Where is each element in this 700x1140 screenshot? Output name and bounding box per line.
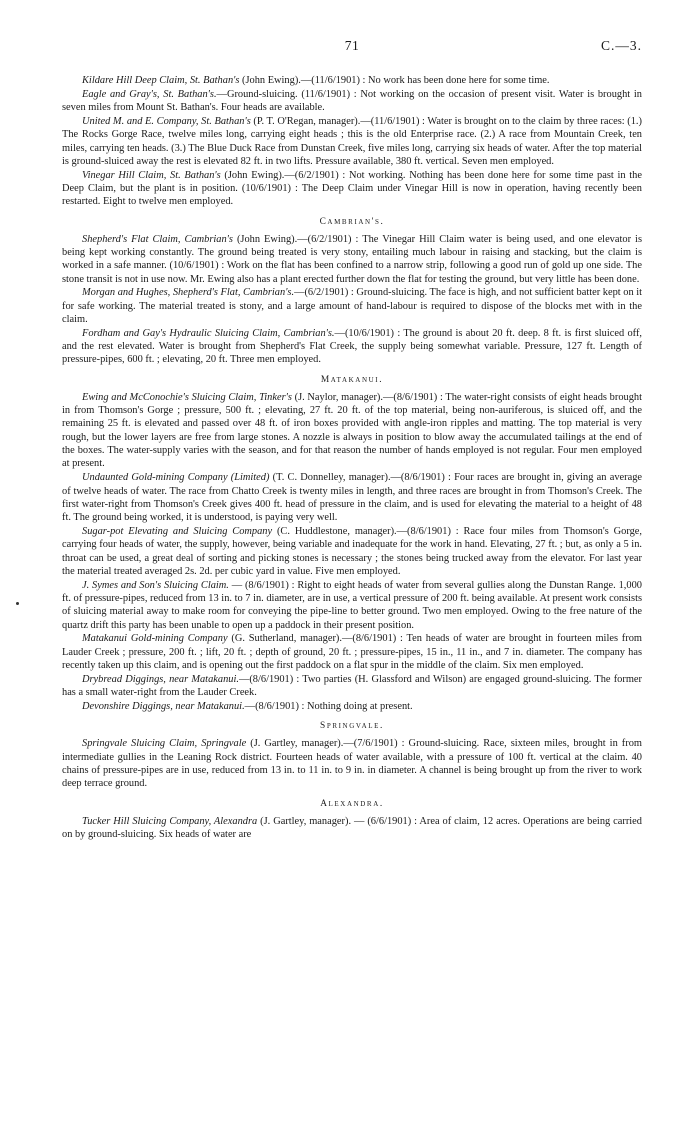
entry-title: Vinegar Hill Claim, St. Bathan's bbox=[82, 169, 221, 181]
report-entry bbox=[62, 327, 642, 367]
entry-title: Drybread Diggings, near Matakanui. bbox=[82, 673, 239, 685]
report-entry bbox=[62, 74, 642, 87]
entry-title: Kildare Hill Deep Claim, St. Bathan's bbox=[82, 75, 240, 86]
entry-title: Devonshire Diggings, near Matakanui. bbox=[82, 701, 245, 712]
entry-title: J. Symes and Son's Sluicing Claim. bbox=[82, 579, 229, 591]
entry-text: —(6/2/1901) : Ground-sluicing. The face is high, and not sufficient batter kept on it for safe working. The material treated is stony, and a large amount of hand-labour is required to dispose of the blocks met with in the claim. bbox=[62, 287, 643, 326]
report-entry bbox=[62, 471, 642, 524]
entry-text: (J. Naylor, manager).—(8/6/1901) : The water-right consists of eight heads brought in from Thomson's Gorge ; pressure, 500 ft. ; elevating, 27 ft. 20 ft. of the top material, being non-auriferous, is sluiced off, and the remaining 25 ft. is elevated and passed over 48 ft. of iron boxes provided with angle-iron ripples and matting. The top material is very rough, but the lower layers are free from large stones. A nozzle is always in position to blow away the accumulated tailings at the end of the boxes. The water-supply varies with the season, and for that reason the number of hands employed is not regular. Four men employed at present. bbox=[62, 391, 642, 470]
entry-text: (T. C. Donnelley, manager).—(8/6/1901) : Four races are brought in, giving an average of twelve heads of water. The race from Chatto Creek is twenty miles in length, and three races are brought in from Thomson's Creek. The first water-right from Thomson's Creek gives 400 ft. head of pressure in the claim, and is used for elevating the material to a height of 48 ft. The ground being worked, it is understood, is paying very well. bbox=[62, 472, 642, 524]
entry-text: (John Ewing).—(6/2/1901) : The Vinegar Hill Claim water is being used, and one elevator is being kept working constantly. The ground being treated is very stony, entailing much labour in raising and stacking, but the claim is worked in a safe manner. (10/6/1901) : Work on the flat has been confined to a narrow strip, following a good run of gold up one side. The stone transit is not in use now. Mr. Ewing also has a plant erected further down the flat for testing the ground, but very little has been done. bbox=[62, 233, 642, 285]
entry-title: Fordham and Gay's Hydraulic Sluicing Claim, Cambrian's. bbox=[82, 327, 335, 339]
report-entry bbox=[62, 391, 642, 471]
report-entry bbox=[62, 115, 642, 168]
report-entry bbox=[62, 169, 642, 209]
report-entry bbox=[62, 88, 642, 115]
document-reference-code: C.—3. bbox=[600, 38, 642, 53]
entry-title: Ewing and McConochie's Sluicing Claim, Tinker's bbox=[82, 391, 292, 403]
entry-text: (G. Sutherland, manager).—(8/6/1901) : Ten heads of water are brought in fourteen miles from Lauder Creek ; pressure, 200 ft. ; lift, 20 ft. ; depth of ground, 20 ft. ; pressure-pipes, 15 in., 11 in., and 7 in. diameter. The company has recently taken up this claim, and is opening out the first paddock on a flat spur in the middle of the claim. Six men employed. bbox=[62, 633, 642, 672]
report-entry bbox=[62, 579, 642, 632]
report-entry bbox=[62, 632, 642, 672]
section-heading: Cambrian's. bbox=[319, 216, 385, 227]
document-body bbox=[62, 74, 642, 841]
entry-text: —(8/6/1901) : Nothing doing at present. bbox=[244, 701, 413, 712]
entry-text: (John Ewing).—(6/2/1901) : Not working. Nothing has been done here for some time past in the Deep Claim, but the plant is in position. (10/6/1901) : The Deep Claim under Vinegar Hill is now in operation, having recently been restarted. Eight to twelve men employed. bbox=[62, 169, 642, 208]
entry-text: —(10/6/1901) : The ground is about 20 ft. deep. 8 ft. is first sluiced off, and the rest elevated. Water is brought from Shepherd's Flat Creek, the supply being somewhat variable. Pressure, 127 ft. Length of pressure-pipes, 600 ft. ; elevating, 20 ft. Three men employed. bbox=[62, 327, 643, 366]
entry-title: Eagle and Gray's, St. Bathan's. bbox=[82, 88, 217, 100]
entry-title: Sugar-pot Elevating and Sluicing Company bbox=[82, 525, 273, 537]
report-entry bbox=[62, 233, 642, 286]
entry-text: —Ground-sluicing. (11/6/1901) : Not working on the occasion of present visit. Water is brought in seven miles from Mount St. Bathan's. Four heads are available. bbox=[62, 88, 642, 114]
entry-title: United M. and E. Company, St. Bathan's bbox=[82, 115, 251, 127]
entry-title: Tucker Hill Sluicing Company, Alexandra bbox=[82, 815, 258, 827]
section-heading: Alexandra. bbox=[320, 798, 384, 809]
entry-title: Morgan and Hughes, Shepherd's Flat, Cambrian's. bbox=[82, 287, 295, 299]
entry-text: — (8/6/1901) : Right to eight heads of water from several gullies along the Dunstan Range. 1,000 ft. of pressure-pipes, reduced from 13 in. to 7 in. diameter, are in use, a vertical pressure of 200 ft. being available. At present work consists of sluicing material away to make room for conveying the pipe-line to better ground. Two men employed. Owing to the free nature of the quartz drift this party has been unable to open up a paddock in their present position. bbox=[62, 579, 642, 631]
entry-title: Springvale Sluicing Claim, Springvale bbox=[82, 738, 247, 750]
report-entry bbox=[62, 286, 642, 326]
report-entry bbox=[62, 815, 642, 842]
page-number: 71 bbox=[344, 38, 360, 53]
entry-text: (J. Gartley, manager). — (6/6/1901) : Area of claim, 12 acres. Operations are being carried on by ground-sluicing. Six heads of water are bbox=[62, 815, 642, 840]
entry-text: (J. Gartley, manager).—(7/6/1901) : Ground-sluicing. Race, sixteen miles, brought in from intermediate gullies in the Leaning Rock district. Fourteen heads of water available, with a pressure of 100 ft. vertical at the claim. 40 chains of pressure-pipes are in use, reduced from 13 in. to 11 in. to 9 in. in diameter. A channel is being brought up from the river to work deep terrace ground. bbox=[62, 738, 643, 790]
entry-title: Shepherd's Flat Claim, Cambrian's bbox=[82, 233, 233, 245]
entry-text: (P. T. O'Regan, manager).—(11/6/1901) : Water is brought on to the claim by three races: (1.) The Rocks Gorge Race, twelve miles long, carrying eight heads ; this is the old Enterprise race. (2.) A race from Mountain Creek, ten miles, carrying ten heads. (3.) The Blue Duck Race from Dunstan Creek, five miles long, carrying six heads of water. After the top material is ground-sluiced away the rest is elevated 82 ft. in two lifts. Pressure available, 380 ft. vertical. Seven men employed. bbox=[62, 115, 642, 167]
margin-dot-mark bbox=[16, 602, 19, 605]
entry-text: (John Ewing).—(11/6/1901) : No work has been done here for some time. bbox=[239, 75, 550, 86]
report-entry bbox=[62, 737, 642, 790]
report-entry bbox=[62, 525, 642, 578]
report-entry bbox=[62, 700, 642, 713]
report-entry bbox=[62, 673, 642, 700]
entry-text: —(8/6/1901) : Two parties (H. Glassford and Wilson) are engaged ground-sluicing. The former has a small water-right from the Lauder Creek. bbox=[62, 673, 642, 699]
section-heading: Matakanui. bbox=[320, 374, 384, 385]
page-header bbox=[62, 38, 642, 64]
entry-text: (C. Huddlestone, manager).—(8/6/1901) : Race four miles from Thomson's Gorge, carrying four heads of water, the supply, however, being variable and inadequate for the work in hand. Elevating, 27 ft. ; but, as only a 5 in. throat can be used, a great deal of sorting and picking stones is necessary ; the stones being trucked away from the elevator. For last year the material treated averaged 2s. 2d. per cubic yard in value. Five men employed. bbox=[62, 525, 642, 577]
entry-title: Matakanui Gold-mining Company bbox=[82, 633, 228, 645]
section-heading: Springvale. bbox=[320, 721, 384, 732]
entry-title: Undaunted Gold-mining Company (Limited) bbox=[82, 472, 270, 484]
